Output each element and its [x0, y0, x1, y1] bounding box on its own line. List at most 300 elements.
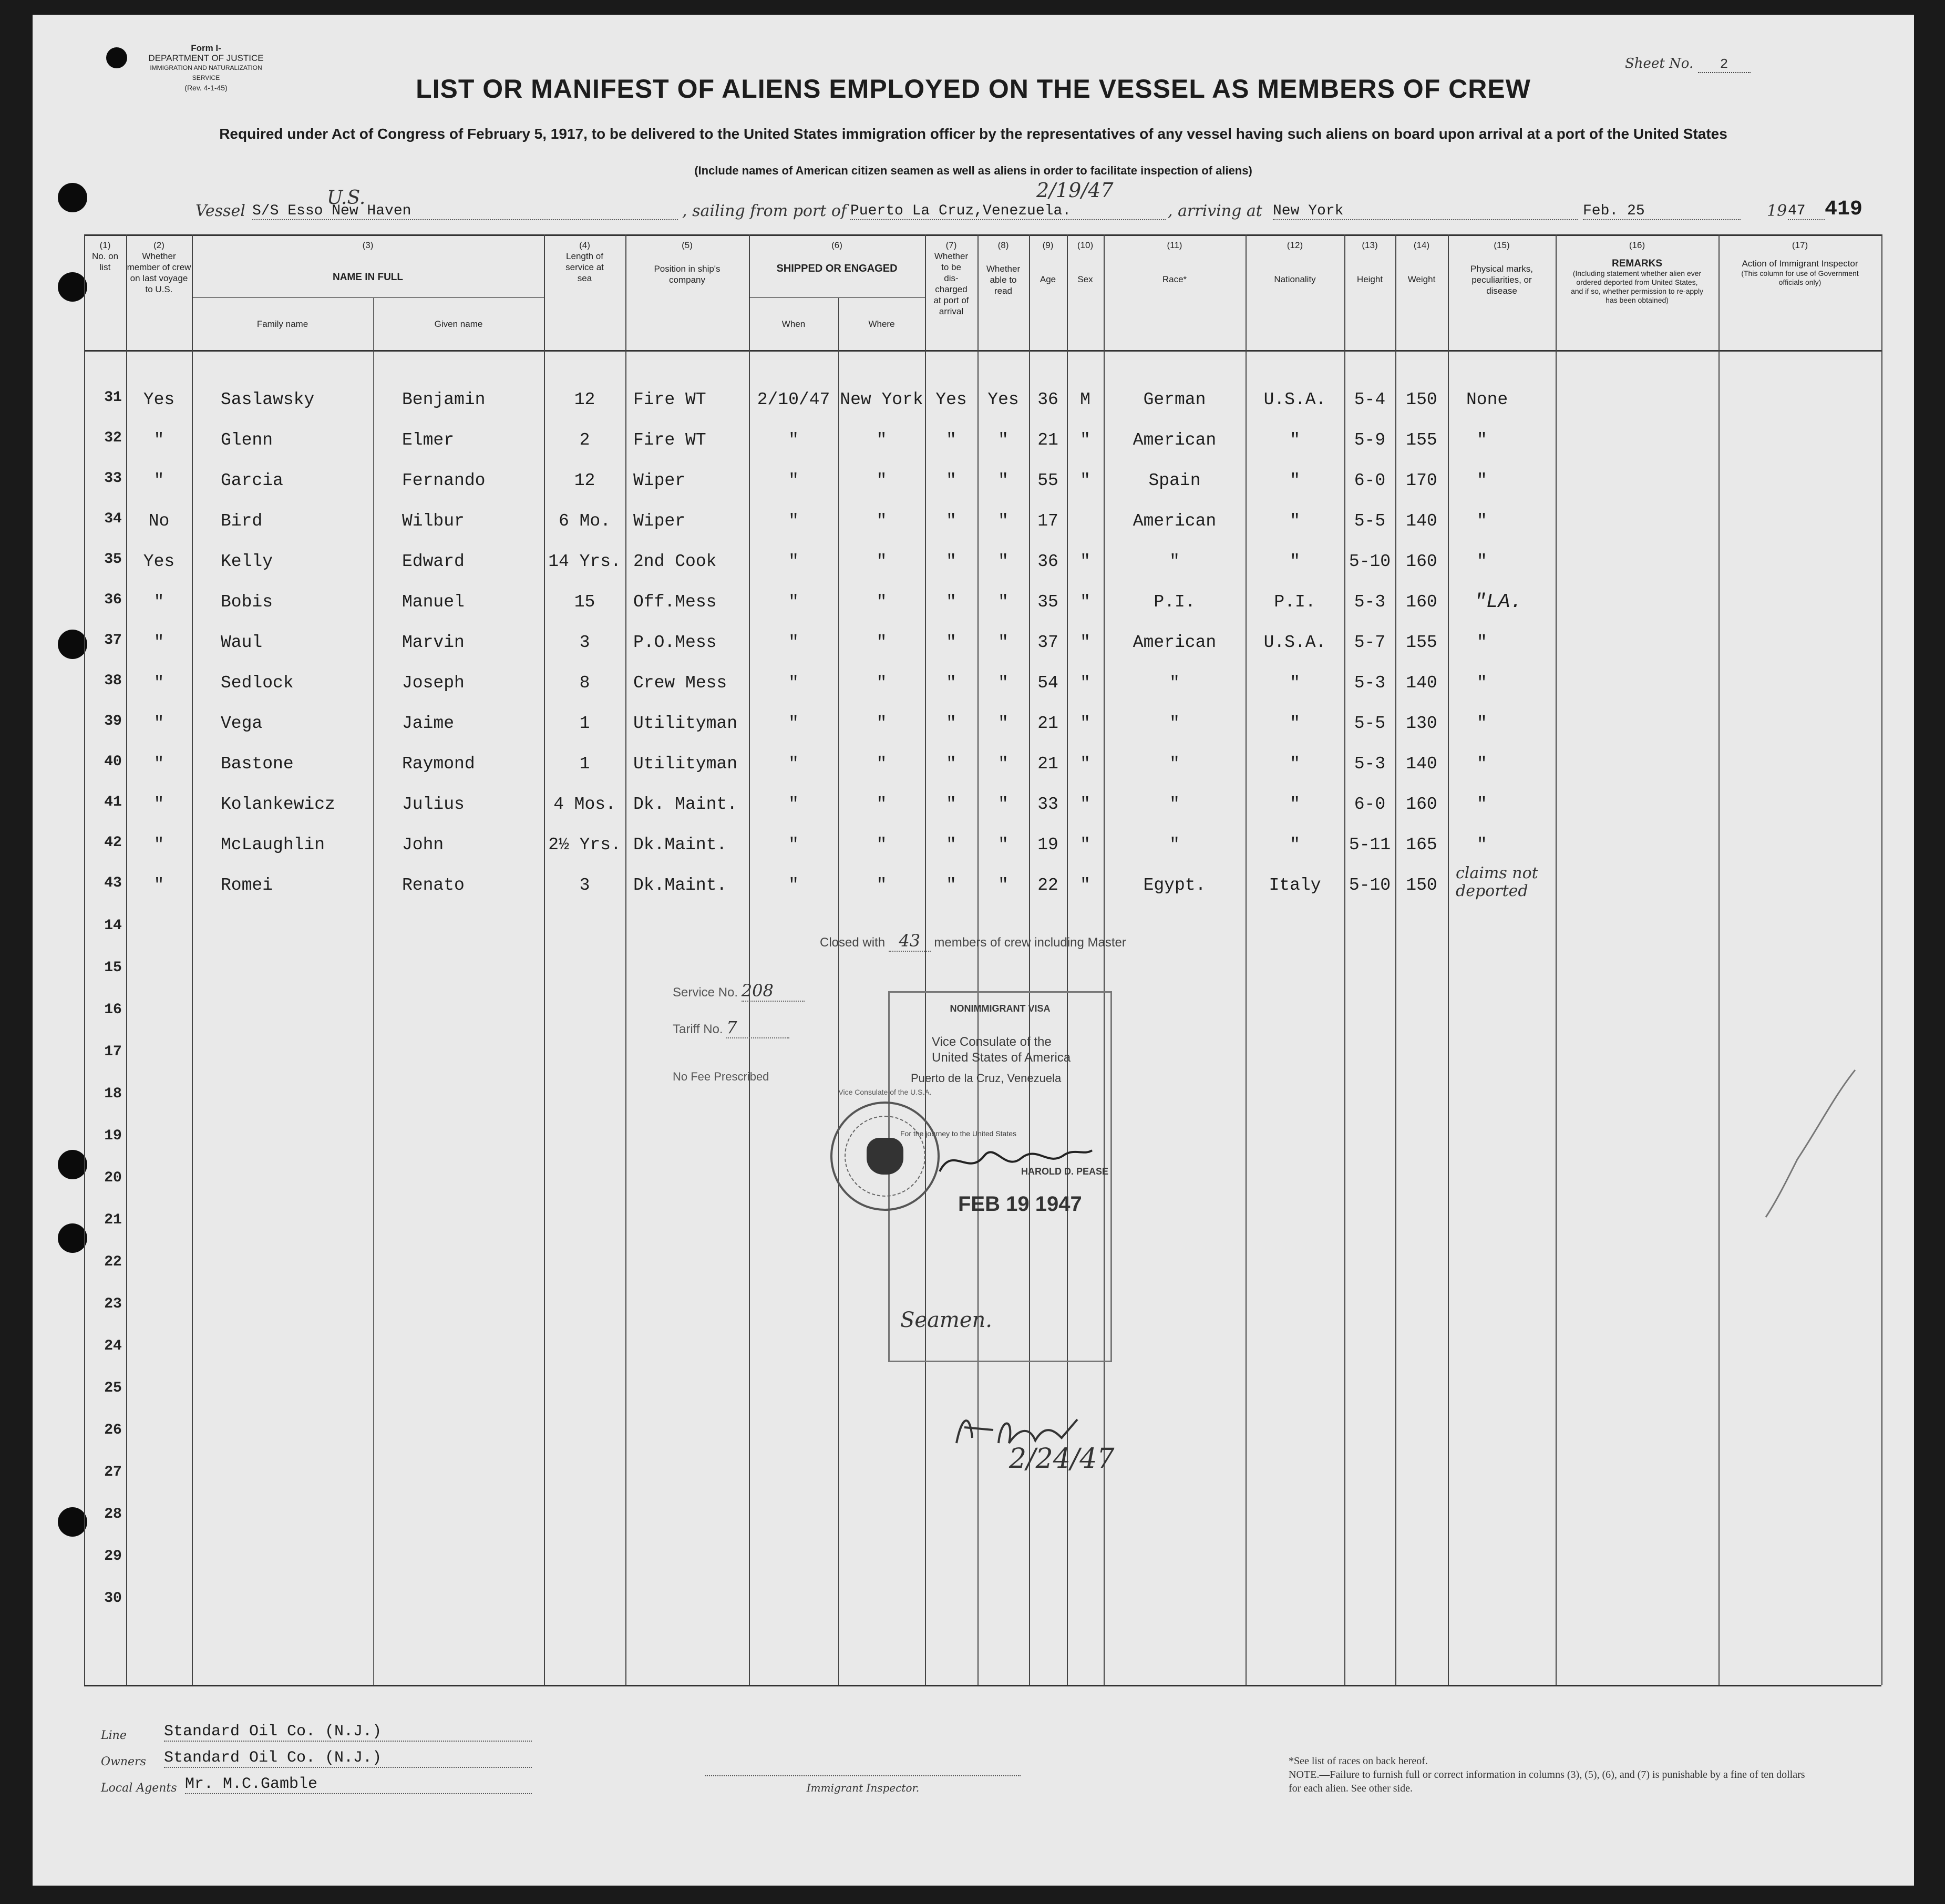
discharged-cell: " [946, 511, 956, 531]
punch-hole [58, 1223, 87, 1253]
page-number: 419 [1825, 198, 1863, 221]
weight-cell: 160 [1406, 592, 1437, 612]
vessel-handwritten-us: U.S. [327, 187, 366, 209]
given-name-cell: Wilbur [402, 511, 465, 531]
manifest-sheet [33, 15, 1914, 1886]
row-number: 38 [104, 673, 122, 689]
seal-text: Vice Consulate of the U.S.A. [838, 1088, 932, 1096]
subheader-family-name: Family name [256, 319, 308, 329]
marks-cell: None [1466, 390, 1508, 409]
service-cell: 12 [574, 471, 595, 490]
nationality-cell: " [1290, 552, 1300, 571]
discharged-cell: " [946, 714, 956, 733]
seamen-handwritten: Seamen. [900, 1308, 992, 1332]
race-cell: Spain [1148, 471, 1201, 490]
remark-claims-not-deported [1456, 864, 1538, 900]
row-number: 19 [104, 1128, 122, 1144]
family-name-cell: McLaughlin [221, 835, 325, 855]
position-cell: Wiper [633, 471, 686, 490]
race-cell: " [1169, 835, 1180, 855]
position-cell: Dk. Maint. [633, 795, 738, 814]
sex-cell: " [1080, 835, 1090, 855]
column-header-12 [1246, 240, 1344, 285]
table-row [84, 470, 1881, 510]
visa-journey: For the journey to the United States [900, 1129, 1017, 1138]
service-cell: 1 [579, 754, 590, 774]
column-header-label: Whether to be dis-charged at port of arrival [933, 251, 969, 316]
column-header-5 [625, 240, 749, 285]
nationality-cell: Italy [1269, 876, 1321, 895]
position-cell: Dk.Maint. [633, 835, 727, 855]
column-header-label: Physical marks, peculiarities, or disease [1470, 264, 1534, 296]
row-number: 33 [104, 470, 122, 487]
when-cell: " [788, 552, 799, 571]
nationality-cell: " [1290, 673, 1300, 693]
height-cell: 5-5 [1354, 714, 1386, 733]
discharged-cell: " [946, 633, 956, 652]
discharged-cell: " [946, 835, 956, 855]
prev-voyage-cell: " [153, 430, 164, 450]
weight-cell: 155 [1406, 430, 1437, 450]
weight-cell: 140 [1406, 673, 1437, 693]
discharged-cell: " [946, 754, 956, 774]
visa-name: HAROLD D. PEASE [1021, 1166, 1109, 1177]
given-name-cell: Fernando [402, 471, 486, 490]
row-number: 24 [104, 1338, 122, 1354]
tariff-label: Tariff No. [673, 1022, 723, 1036]
row-number: 27 [104, 1464, 122, 1480]
read-cell: " [998, 511, 1008, 531]
inspector-signature-date: 2/24/47 [1009, 1443, 1115, 1475]
discharged-cell: Yes [935, 390, 967, 409]
weight-cell: 160 [1406, 795, 1437, 814]
column-header-2 [126, 240, 192, 295]
marks-cell: " [1477, 633, 1487, 652]
agents-label: Local Agents [101, 1782, 177, 1795]
prev-voyage-cell: " [153, 795, 164, 814]
column-header-label: No. on list [91, 251, 119, 272]
discharged-cell: " [946, 795, 956, 814]
punch-hole [58, 1150, 87, 1179]
marks-cell: " [1477, 552, 1487, 571]
sex-cell: M [1080, 390, 1090, 409]
penalty-note: NOTE.—Failure to furnish full or correct information in columns (3), (5), (6), and (7) is punishable by a fine of ten dollars for each alien. See other side. [1289, 1769, 1805, 1794]
column-header-label: NAME IN FULL [332, 272, 404, 283]
height-cell: 5-11 [1349, 835, 1391, 855]
consul-signature [937, 1135, 1095, 1182]
sailing-port: Puerto La Cruz,Venezuela. [850, 203, 1166, 220]
column-header-number: (5) [682, 240, 693, 250]
height-cell: 5-9 [1354, 430, 1386, 450]
weight-cell: 150 [1406, 390, 1437, 409]
family-name-cell: Bobis [221, 592, 273, 612]
where-cell: " [876, 835, 887, 855]
column-header-16 [1556, 240, 1718, 305]
remark-line: claims not [1456, 864, 1538, 882]
age-cell: 21 [1037, 754, 1058, 774]
where-cell: New York [840, 390, 923, 409]
family-name-cell: Kolankewicz [221, 795, 335, 814]
row-number: 20 [104, 1170, 122, 1186]
column-header-label: Weight [1407, 274, 1436, 284]
column-header-number: (17) [1792, 240, 1808, 250]
weight-cell: 155 [1406, 633, 1437, 652]
family-name-cell: Romei [221, 876, 273, 895]
discharged-cell: " [946, 673, 956, 693]
table-row [84, 430, 1881, 469]
family-name-cell: Bird [221, 511, 263, 531]
column-header-number: (13) [1362, 240, 1378, 250]
remark-line: deported [1456, 882, 1528, 900]
visa-place: Puerto de la Cruz, Venezuela [911, 1072, 1062, 1085]
closed-with-note [820, 931, 1126, 952]
weight-cell: 150 [1406, 876, 1437, 895]
prev-voyage-cell: " [153, 714, 164, 733]
column-header-1 [84, 240, 126, 273]
row-number: 15 [104, 960, 122, 976]
no-fee-prescribed: No Fee Prescribed [673, 1070, 769, 1083]
age-cell: 21 [1037, 714, 1058, 733]
when-cell: " [788, 430, 799, 450]
read-cell: " [998, 552, 1008, 571]
punch-hole [58, 183, 87, 212]
column-header-6 [749, 240, 925, 274]
vessel-name: S/S Esso New Haven [252, 203, 678, 220]
race-cell: " [1169, 552, 1180, 571]
prev-voyage-cell: " [153, 835, 164, 855]
table-row [84, 389, 1881, 429]
read-cell: " [998, 795, 1008, 814]
column-header-17 [1718, 240, 1881, 287]
age-cell: 17 [1037, 511, 1058, 531]
service-cell: 12 [574, 390, 595, 409]
family-name-cell: Kelly [221, 552, 273, 571]
height-cell: 6-0 [1354, 471, 1386, 490]
when-cell: " [788, 754, 799, 774]
column-header-number: (1) [99, 240, 111, 250]
marks-cell: " [1477, 511, 1487, 531]
column-header-14 [1395, 240, 1448, 285]
where-cell: " [876, 876, 887, 895]
remark-handwritten-la: "LA. [1474, 591, 1522, 613]
discharged-cell: " [946, 552, 956, 571]
immigrant-inspector-line [705, 1775, 1021, 1776]
position-cell: P.O.Mess [633, 633, 717, 652]
position-cell: Crew Mess [633, 673, 727, 693]
service-number [673, 981, 805, 1002]
immigrant-inspector-label: Immigrant Inspector. [806, 1782, 920, 1794]
prev-voyage-cell: " [153, 876, 164, 895]
given-name-cell: John [402, 835, 444, 855]
table-row [84, 754, 1881, 793]
marks-cell: " [1477, 835, 1487, 855]
row-number: 21 [104, 1212, 122, 1228]
when-cell: " [788, 633, 799, 652]
subheader-when: When [781, 319, 806, 329]
column-header-10 [1067, 240, 1104, 285]
column-header-11 [1104, 240, 1246, 285]
age-cell: 33 [1037, 795, 1058, 814]
height-cell: 5-3 [1354, 673, 1386, 693]
nationality-cell: P.I. [1274, 592, 1316, 612]
sex-cell: " [1080, 673, 1090, 693]
race-cell: " [1169, 714, 1180, 733]
age-cell: 55 [1037, 471, 1058, 490]
column-header-label: Nationality [1274, 274, 1316, 284]
age-cell: 37 [1037, 633, 1058, 652]
sex-cell: " [1080, 592, 1090, 612]
weight-cell: 165 [1406, 835, 1437, 855]
table-row [84, 794, 1881, 833]
column-header-label: Race* [1162, 274, 1187, 284]
age-cell: 21 [1037, 430, 1058, 450]
position-cell: Dk.Maint. [633, 876, 727, 895]
when-cell: " [788, 511, 799, 531]
closed-suffix: members of crew including Master [934, 935, 1126, 950]
race-cell: " [1169, 754, 1180, 774]
page-note: (Include names of American citizen seamen as well as aliens in order to facilitate inspection of aliens) [694, 164, 1252, 177]
column-header-3 [192, 240, 544, 283]
when-cell: " [788, 471, 799, 490]
height-cell: 5-3 [1354, 592, 1386, 612]
when-cell: " [788, 795, 799, 814]
when-cell: " [788, 835, 799, 855]
seal-inner [845, 1116, 925, 1197]
age-cell: 36 [1037, 552, 1058, 571]
page-title: LIST OR MANIFEST OF ALIENS EMPLOYED ON THE VESSEL AS MEMBERS OF CREW [416, 74, 1531, 104]
nationality-cell: " [1290, 754, 1300, 774]
marks-cell: " [1477, 795, 1487, 814]
position-cell: Wiper [633, 511, 686, 531]
service-cell: 4 Mos. [553, 795, 616, 814]
tariff-value: 7 [726, 1017, 789, 1038]
family-name-cell: Vega [221, 714, 263, 733]
weight-cell: 140 [1406, 511, 1437, 531]
column-header-8 [977, 240, 1029, 296]
year: 47 [1788, 203, 1825, 220]
given-name-cell: Manuel [402, 592, 465, 612]
column-header-7 [925, 240, 977, 317]
height-cell: 5-10 [1349, 876, 1391, 895]
line-value: Standard Oil Co. (N.J.) [164, 1723, 532, 1742]
family-name-cell: Bastone [221, 754, 294, 774]
row-number: 23 [104, 1296, 122, 1312]
read-cell: " [998, 876, 1008, 895]
prev-voyage-cell: " [153, 633, 164, 652]
nationality-cell: " [1290, 795, 1300, 814]
read-cell: " [998, 633, 1008, 652]
discharged-cell: " [946, 592, 956, 612]
where-cell: " [876, 795, 887, 814]
age-cell: 19 [1037, 835, 1058, 855]
line-label: Line [101, 1729, 127, 1742]
sex-cell: " [1080, 552, 1090, 571]
where-cell: " [876, 714, 887, 733]
where-cell: " [876, 430, 887, 450]
agents-value: Mr. M.C.Gamble [185, 1775, 532, 1794]
vessel-line [195, 179, 1903, 225]
sheet-number-value: 2 [1698, 56, 1751, 73]
weight-cell: 130 [1406, 714, 1437, 733]
service-cell: 3 [579, 876, 590, 895]
prev-voyage-cell: No [148, 511, 170, 531]
read-cell: " [998, 471, 1008, 490]
column-header-number: (6) [831, 240, 842, 250]
where-cell: " [876, 673, 887, 693]
column-header-label: Whether able to read [986, 264, 1021, 296]
service-cell: 1 [579, 714, 590, 733]
race-cell: American [1133, 430, 1217, 450]
race-cell: Egypt. [1143, 876, 1206, 895]
subheader-where: Where [868, 319, 895, 329]
column-header-number: (16) [1629, 240, 1645, 250]
family-name-cell: Sedlock [221, 673, 294, 693]
service-cell: 15 [574, 592, 595, 612]
where-cell: " [876, 552, 887, 571]
given-name-cell: Julius [402, 795, 465, 814]
owners-value: Standard Oil Co. (N.J.) [164, 1749, 532, 1768]
sex-cell: " [1080, 754, 1090, 774]
column-header-4 [544, 240, 625, 284]
nationality-cell: " [1290, 511, 1300, 531]
row-number: 32 [104, 430, 122, 446]
given-name-cell: Joseph [402, 673, 465, 693]
page-subtitle: Required under Act of Congress of February 5, 1917, to be delivered to the United States immigration officer by the representatives of any vessel having such aliens on board upon arrival at a port of the United States [219, 126, 1727, 142]
sex-cell: " [1080, 471, 1090, 490]
table-row [84, 551, 1881, 591]
table-row [84, 511, 1881, 550]
table-row [84, 835, 1881, 874]
visa-consul-line2: United States of America [932, 1051, 1071, 1065]
footer-notes [1289, 1754, 1814, 1795]
prev-voyage-cell: " [153, 471, 164, 490]
prev-voyage-cell: " [153, 673, 164, 693]
column-header-label: Height [1356, 274, 1383, 284]
column-header-number: (9) [1042, 240, 1054, 250]
read-cell: " [998, 430, 1008, 450]
table-row [84, 592, 1881, 631]
column-header-number: (11) [1167, 240, 1182, 250]
when-cell: 2/10/47 [757, 390, 830, 409]
height-cell: 5-10 [1349, 552, 1391, 571]
read-cell: " [998, 714, 1008, 733]
row-number: 30 [104, 1590, 122, 1607]
read-cell: " [998, 592, 1008, 612]
column-header-13 [1344, 240, 1395, 285]
prev-voyage-cell: Yes [143, 390, 175, 409]
race-cell: " [1169, 673, 1180, 693]
service-cell: 8 [579, 673, 590, 693]
row-number: 35 [104, 551, 122, 568]
given-name-cell: Jaime [402, 714, 455, 733]
row-number: 40 [104, 754, 122, 770]
eagle-icon [867, 1138, 903, 1175]
column-header-number: (8) [997, 240, 1009, 250]
position-cell: Fire WT [633, 390, 706, 409]
family-name-cell: Glenn [221, 430, 273, 450]
age-cell: 22 [1037, 876, 1058, 895]
service-cell: 2½ Yrs. [548, 835, 621, 855]
visa-date-stamp: FEB 19 1947 [958, 1192, 1082, 1216]
sex-cell: " [1080, 430, 1090, 450]
year-prefix: 19 [1767, 202, 1787, 220]
column-header-label: Length of service at sea [565, 251, 604, 283]
row-number: 39 [104, 713, 122, 729]
column-header-number: (14) [1413, 240, 1430, 250]
where-cell: " [876, 471, 887, 490]
discharged-cell: " [946, 430, 956, 450]
row-number: 26 [104, 1422, 122, 1438]
row-number: 41 [104, 794, 122, 810]
table-row [84, 713, 1881, 753]
race-cell: American [1133, 633, 1217, 652]
marks-cell: " [1477, 471, 1487, 490]
service-cell: 6 Mo. [558, 511, 611, 531]
sex-cell: " [1080, 714, 1090, 733]
marks-cell: " [1477, 430, 1487, 450]
column-header-number: (3) [362, 240, 374, 250]
race-cell: " [1169, 795, 1180, 814]
race-cell: German [1143, 390, 1206, 409]
consular-seal [830, 1088, 940, 1211]
given-name-cell: Benjamin [402, 390, 486, 409]
column-header-number: (15) [1494, 240, 1510, 250]
nationality-cell: U.S.A. [1263, 390, 1326, 409]
row-number: 25 [104, 1380, 122, 1396]
read-cell: " [998, 754, 1008, 774]
sex-cell: " [1080, 876, 1090, 895]
table-row [84, 632, 1881, 672]
column-header-number: (4) [579, 240, 590, 250]
family-name-cell: Waul [221, 633, 263, 652]
when-cell: " [788, 876, 799, 895]
sex-cell: " [1080, 795, 1090, 814]
column-header-label: Whether member of crew on last voyage to U.S. [127, 251, 191, 294]
row-number: 43 [104, 875, 122, 891]
marks-cell: " [1477, 754, 1487, 774]
read-cell: " [998, 835, 1008, 855]
where-cell: " [876, 592, 887, 612]
marks-cell: " [1477, 714, 1487, 733]
age-cell: 54 [1037, 673, 1058, 693]
position-cell: 2nd Cook [633, 552, 717, 571]
subheader-given-name: Given name [434, 319, 483, 329]
vessel-label: Vessel [195, 202, 245, 220]
arrival-date: Feb. 25 [1583, 203, 1741, 220]
closed-prefix: Closed with [820, 935, 886, 950]
form-service: IMMIGRATION AND NATURALIZATION SERVICE [150, 64, 262, 81]
prev-voyage-cell: " [153, 592, 164, 612]
punch-hole [58, 1507, 87, 1537]
row-number: 14 [104, 918, 122, 934]
service-cell: 14 Yrs. [548, 552, 621, 571]
column-header-label: Sex [1077, 274, 1093, 284]
when-cell: " [788, 592, 799, 612]
prev-voyage-cell: Yes [143, 552, 175, 571]
remarks-note: (Including statement whether alien ever ordered deported from United States, and if so, whether permission to re-apply has been obtained) [1570, 269, 1704, 304]
service-cell: 3 [579, 633, 590, 652]
age-cell: 35 [1037, 592, 1058, 612]
visa-consul-line1: Vice Consulate of the [932, 1035, 1052, 1049]
column-header-label: REMARKS [1611, 258, 1663, 269]
nationality-cell: " [1290, 471, 1300, 490]
marks-cell: " [1477, 673, 1487, 693]
when-cell: " [788, 673, 799, 693]
row-number: 17 [104, 1044, 122, 1060]
family-name-cell: Garcia [221, 471, 283, 490]
form-rev: (Rev. 4-1-45) [184, 84, 228, 92]
races-note: *See list of races on back hereof. [1289, 1755, 1428, 1767]
